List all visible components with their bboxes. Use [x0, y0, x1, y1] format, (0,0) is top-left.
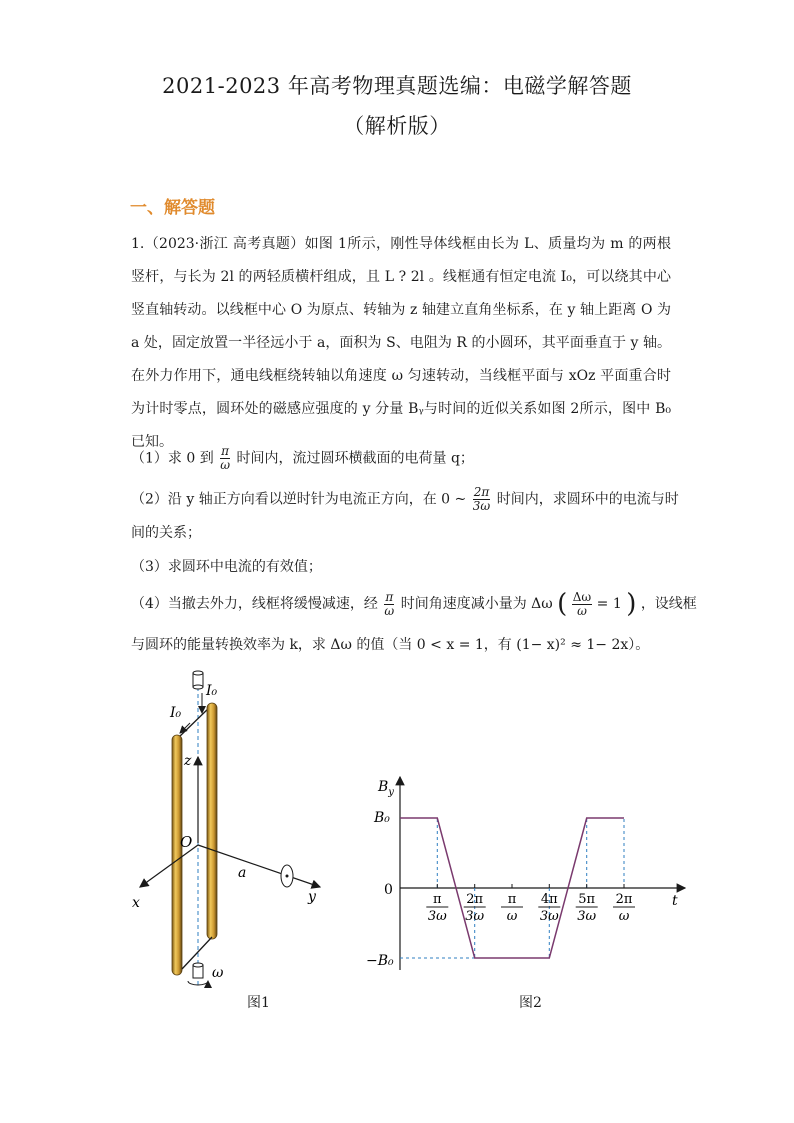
q4-fraction: [384, 591, 394, 618]
q4-paren-num: Δω: [572, 589, 592, 604]
tick-numerator: π: [507, 892, 517, 907]
q4-paren-den: ω: [577, 603, 587, 618]
q1-frac-den: ω: [220, 458, 231, 472]
label-y-axis: y: [308, 889, 316, 905]
sub-question-4-cont: 与圆环的能量转换效率为 k，求 Δω 的值（当 0 < x = 1，有 (1− x)² ≈ 1− 2x）。: [131, 637, 650, 653]
tick-denominator: ω: [506, 909, 518, 924]
x-tick-label: [426, 884, 448, 924]
q4-paren-open: (: [557, 589, 568, 619]
sub-question-4: [131, 589, 697, 619]
q2-frac-den: 3ω: [472, 499, 491, 513]
x-tick-label: [576, 884, 598, 924]
sub-question-2: [131, 486, 679, 513]
label-current-top: I₀: [206, 683, 218, 699]
tick-numerator: 4π: [540, 892, 558, 907]
q1-text-before: （1）求 0 到: [131, 450, 214, 467]
q4-text-after: ，设线框: [640, 596, 697, 612]
bottom-cylinder-icon: [193, 963, 203, 978]
chart-y-label: $B_y$: [378, 779, 394, 798]
q1-text-after: 时间内，流过圆环横截面的电荷量 q；: [236, 450, 474, 467]
sub-question-2-cont: 间的关系；: [131, 525, 201, 541]
q4-frac-den: ω: [384, 603, 395, 618]
x-tick-label: [613, 884, 635, 924]
tick-denominator: 3ω: [465, 909, 485, 924]
question-intro: 1.（2023·浙江 高考真题）如图 1所示，刚性导体线框由长为 L、质量均为 m 的两根竖杆，与长为 2l 的两轻质横杆组成，且 L ? 2l 。线框通有恒定电流 I₀，可以绕其中心竖直轴转动。以线框中心 O 为原点、转轴为 z 轴建立直角坐标系，在 y 轴上距离 O 为 a 处，固定放置一半径远小于 a，面积为 S、电阻为 R 的小圆环，其平面垂直于 y 轴。在外力作用下，通电线框绕转轴以角速度 ω 匀速转动，当线框平面与 xOz 平面重合时为计时零点，圆环处的磁感应强度的 y 分量 Bᵧ与时间的近似关系如图 2所示，图中 B₀ 已知。: [131, 236, 671, 450]
figure-2-caption: 图2: [519, 995, 542, 1011]
sub-question-1: [131, 445, 474, 472]
label-origin: O: [180, 833, 193, 851]
label-z-axis: z: [184, 753, 192, 769]
chart-B0-label: B₀: [374, 810, 390, 826]
document-title: 2021-2023 年高考物理真题选编：电磁学解答题: [162, 74, 632, 98]
ring-center-dot: [286, 875, 289, 878]
x-tick-label: [501, 884, 523, 924]
right-rod: [207, 703, 217, 939]
figure-2-chart: [360, 765, 690, 980]
q1-fraction: [220, 445, 230, 472]
sub-question-3: （3）求圆环中电流的有效值；: [131, 559, 322, 575]
figure-1-caption: 图1: [247, 995, 270, 1011]
tick-numerator: 2π: [615, 892, 633, 907]
q4-paren-close: ): [626, 589, 637, 619]
q4-paren-rest: = 1: [596, 596, 622, 612]
tick-denominator: 3ω: [577, 909, 597, 924]
q4-text-mid: 时间角速度减小量为 Δω: [400, 596, 553, 612]
figure-1-diagram: [120, 665, 350, 995]
q4-text-before: （4）当撤去外力，线框将缓慢减速，经: [131, 596, 378, 612]
label-x-axis: x: [132, 895, 140, 911]
tick-denominator: 3ω: [427, 909, 447, 924]
document-subtitle: （解析版）: [343, 114, 451, 138]
x-axis: [140, 845, 198, 887]
q2-fraction: [473, 486, 491, 513]
q1-frac-num: π: [221, 444, 230, 458]
tick-denominator: 3ω: [539, 909, 559, 924]
chart-zero-label: 0: [384, 882, 393, 898]
label-a-distance: a: [238, 865, 247, 881]
tick-numerator: π: [433, 892, 442, 907]
q4-frac-num: π: [385, 589, 394, 604]
q2-text-before: （2）沿 y 轴正方向看以逆时针为电流正方向，在 0 ~: [131, 491, 467, 508]
section-heading: 一、解答题: [130, 198, 215, 218]
left-rod: [172, 735, 182, 975]
label-omega: ω: [212, 965, 224, 981]
q2-frac-num: 2π: [473, 485, 490, 499]
chart-neg-B0-label: −B₀: [366, 953, 394, 969]
tick-numerator: 2π: [466, 892, 484, 907]
q2-text-after: 时间内，求圆环中的电流与时: [496, 491, 679, 508]
tick-numerator: 5π: [578, 892, 596, 907]
tick-denominator: ω: [618, 909, 630, 924]
chart-t-label: t: [672, 893, 678, 909]
top-cylinder-icon: [193, 671, 203, 689]
label-current-left: I₀: [170, 705, 182, 721]
q4-paren-fraction: [572, 591, 592, 618]
